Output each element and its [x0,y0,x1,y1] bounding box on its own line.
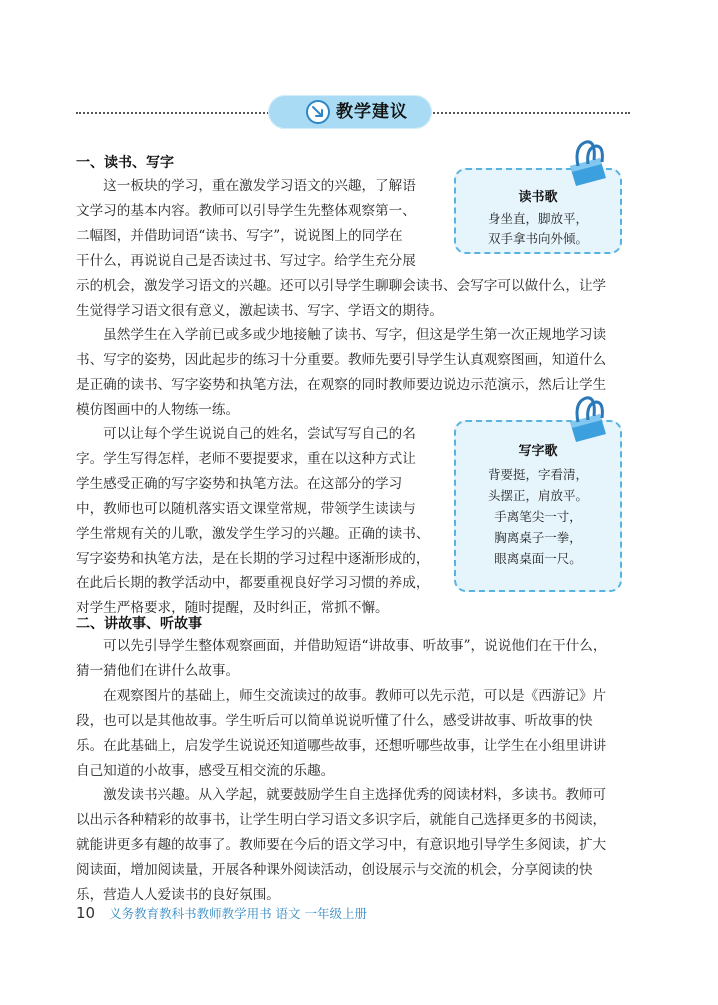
text-line: 在观察图片的基础上，师生交流读过的故事。教师可以先示范，可以是《西游记》片 [76,688,607,704]
text-line: 文学习的基本内容。教师可以引导学生先整体观察第一、 [76,202,416,219]
binder-clip-icon [562,392,610,442]
section2-paragraph-3 [76,783,606,908]
binder-clip-icon [562,136,610,186]
writing-song-line: 手离笔尖一寸， [494,509,582,524]
text-line: 就能讲更多有趣的故事了。教师要在今后的语文学习中，有意识地引导学生多阅读，扩大 [76,836,607,853]
text-line: 学生常规有关的儿歌，激发学生学习的兴趣。正确的读书、 [76,525,430,542]
writing-song-title: 写字歌 [518,444,558,459]
text-line: 书、写字的姿势，因此起步的练习十分重要。教师先要引导学生认真观察图画，知道什么 [76,351,607,368]
book-title: 义务教育教科书教师教学用书 语文 一年级上册 [109,906,368,921]
writing-song-box [454,420,622,592]
text-line: 是正确的读书、写字姿势和执笔方法，在观察的同时教师要边说边示范演示，然后让学生 [76,376,607,393]
text-line: 乐。在此基础上，启发学生说说还知道哪些故事，还想听哪些故事，让学生在小组里讲讲 [76,737,607,754]
text-line: 这一板块的学习，重在激发学习语文的兴趣，了解语 [76,178,416,194]
section1-paragraph-3 [76,422,429,621]
text-line: 字。学生写得怎样，老师不要提要求，重在以这种方式让 [76,450,416,467]
writing-song-line: 眼离桌面一尺。 [494,551,582,566]
section1-paragraph-2 [76,323,606,423]
page-number: 10 [76,904,96,922]
header-dotted-rule-left [76,112,272,114]
text-line: 示的机会，激发学习语文的兴趣。还可以引导学生聊聊会读书、会写字可以做什么，让学 [76,277,607,294]
page-footer [76,904,367,922]
writing-song-line: 背要挺，字看清， [487,467,588,482]
writing-song-line: 头摆正，肩放平。 [487,488,588,503]
text-line: 对学生严格要求，随时提醒，及时纠正，常抓不懈。 [76,600,389,617]
text-line: 阅读面，增加阅读量，开展各种课外阅读活动，创设展示与交流的机会，分享阅读的快 [76,861,593,878]
text-line: 虽然学生在入学前已或多或少地接触了读书、写字，但这是学生第一次正规地学习读 [76,327,607,343]
text-line: 生觉得学习语文很有意义，激起读书、写字、学语文的期待。 [76,302,444,319]
section1-heading: 一、读书、写字 [76,155,174,171]
text-line: 中，教师也可以随机落实语文课堂常规，带领学生读读与 [76,500,416,517]
section2-heading: 二、讲故事、听故事 [76,616,202,632]
text-line: 猜一猜他们在讲什么故事。 [76,662,240,679]
section-title-banner [268,95,432,129]
reading-song-title: 读书歌 [518,190,558,205]
text-line: 激发读书兴趣。从入学起，就要鼓励学生自主选择优秀的阅读材料，多读书。教师可 [76,787,607,803]
section2-paragraph-1 [76,634,606,684]
text-line: 可以让每个学生说说自己的姓名，尝试写写自己的名 [76,426,416,442]
writing-song-line: 胸离桌子一拳， [494,530,582,545]
text-line: 自己知道的小故事，感受互相交流的乐趣。 [76,762,335,779]
text-line: 以出示各种精彩的故事书，让学生明白学习语文多识字后，就能自己选择更多的书阅读， [76,811,607,828]
text-line: 学生感受正确的写字姿势和执笔方法。在这部分的学习 [76,475,403,492]
section-title: 教学建议 [336,102,408,122]
header-dotted-rule-right [430,112,630,114]
reading-song-line: 双手拿书向外倾。 [487,231,588,246]
reading-song-line: 身坐直，脚放平， [487,211,588,226]
text-line: 二幅图，并借助词语“读书、写字”，说说图上的同学在 [76,227,403,244]
text-line: 写字姿势和执笔方法，是在长期的学习过程中逐渐形成的， [76,550,430,567]
text-line: 乐，营造人人爱读书的良好氛围。 [76,886,280,903]
text-line: 可以先引导学生整体观察画面，并借助短语“讲故事、听故事”，说说他们在干什么， [76,638,607,654]
text-line: 在此后长期的教学活动中，都要重视良好学习习惯的养成， [76,575,430,592]
arrow-down-right-icon [306,100,330,124]
text-line: 段，也可以是其他故事。学生听后可以简单说说听懂了什么，感受讲故事、听故事的快 [76,712,593,729]
text-line: 干什么，再说说自己是否读过书、写过字。给学生充分展 [76,252,416,269]
section2-paragraph-2 [76,684,606,784]
text-line: 模仿图画中的人物练一练。 [76,401,240,418]
